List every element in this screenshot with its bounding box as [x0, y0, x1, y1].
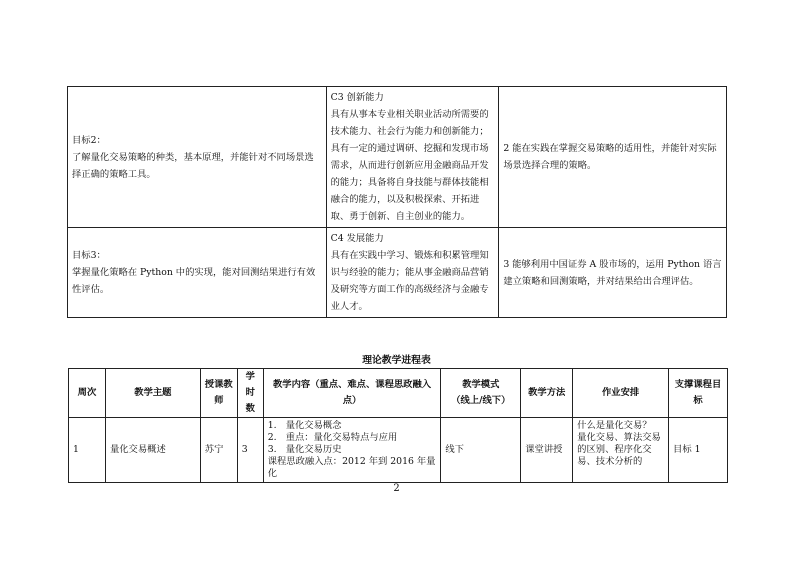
row-teacher: 苏宁: [200, 418, 237, 483]
header-hours: 学时数: [237, 369, 263, 418]
row-topic: 量化交易概述: [105, 418, 200, 483]
header-teacher: 授课教师: [200, 369, 237, 418]
schedule-table: [68, 368, 728, 483]
content-extra: 课程思政融入点：2012 年到 2016 年量化: [267, 456, 436, 479]
capability-desc: 具有从事本专业相关职业活动所需要的技术能力、社会行为能力和创新能力；具有一定的通过调研、挖掘和发现市场需求，从而进行创新应用金融商品开发的能力；具备将自身技能与群体技能相融合的能力，以及积极探索、开拓进取、勇于创新、自主创业的能力。: [330, 109, 489, 222]
row-mode: 线下: [441, 418, 521, 483]
objectives-table: [67, 86, 727, 318]
objective-goal: 目标2： 了解量化交易策略的种类，基本原理，并能针对不同场景选择正确的策略工具。: [68, 87, 327, 228]
capability-desc: 具有在实践中学习、锻炼和积累管理知识与经验的能力；能从事金融商品营销及研究等方面工作的高级经济与金融专业人才。: [330, 250, 489, 312]
page-number: 2: [393, 483, 400, 494]
content-item: 1. 量化交易概念: [267, 420, 342, 431]
capability-title: C4 发展能力: [330, 233, 384, 244]
objective-row: [68, 87, 727, 228]
objective-goal: 目标3： 掌握量化策略在 Python 中的实现，能对回测结果进行有效性评估。: [68, 228, 327, 318]
row-method: 课堂讲授: [521, 418, 573, 483]
header-week: 周次: [69, 369, 106, 418]
row-hours: 3: [237, 418, 263, 483]
header-content: 教学内容（重点、难点、课程思政融入点）: [263, 369, 441, 418]
header-method: 教学方法: [521, 369, 573, 418]
header-target: 支撑课程目标: [669, 369, 728, 418]
capability-title: C3 创新能力: [330, 92, 384, 103]
schedule-title: 理论教学进程表: [362, 355, 431, 366]
header-assignment: 作业安排: [573, 369, 669, 418]
content-item: 2. 重点：量化交易特点与应用: [267, 432, 398, 443]
row-assignment: 什么是量化交易？ 量化交易、算法交易的区别、程序化交易、技术分析的: [573, 418, 669, 483]
row-target: 目标 1: [669, 418, 728, 483]
objective-capability: [326, 228, 499, 318]
schedule-header-row: [69, 369, 728, 418]
objective-requirement: 2 能在实践在掌握交易策略的适用性，并能针对实际场景选择合理的策略。: [499, 87, 727, 228]
row-week: 1: [69, 418, 106, 483]
header-mode: 教学模式 （线上/线下）: [441, 369, 521, 418]
row-content: [263, 418, 441, 483]
content-item: 3. 量化交易历史: [267, 444, 342, 455]
header-topic: 教学主题: [105, 369, 200, 418]
objective-requirement: 3 能够利用中国证券 A 股市场的，运用 Python 语言建立策略和回测策略，并对结果给出合理评估。: [499, 228, 727, 318]
schedule-row: [69, 418, 728, 483]
objective-row: [68, 228, 727, 318]
objective-capability: [326, 87, 499, 228]
